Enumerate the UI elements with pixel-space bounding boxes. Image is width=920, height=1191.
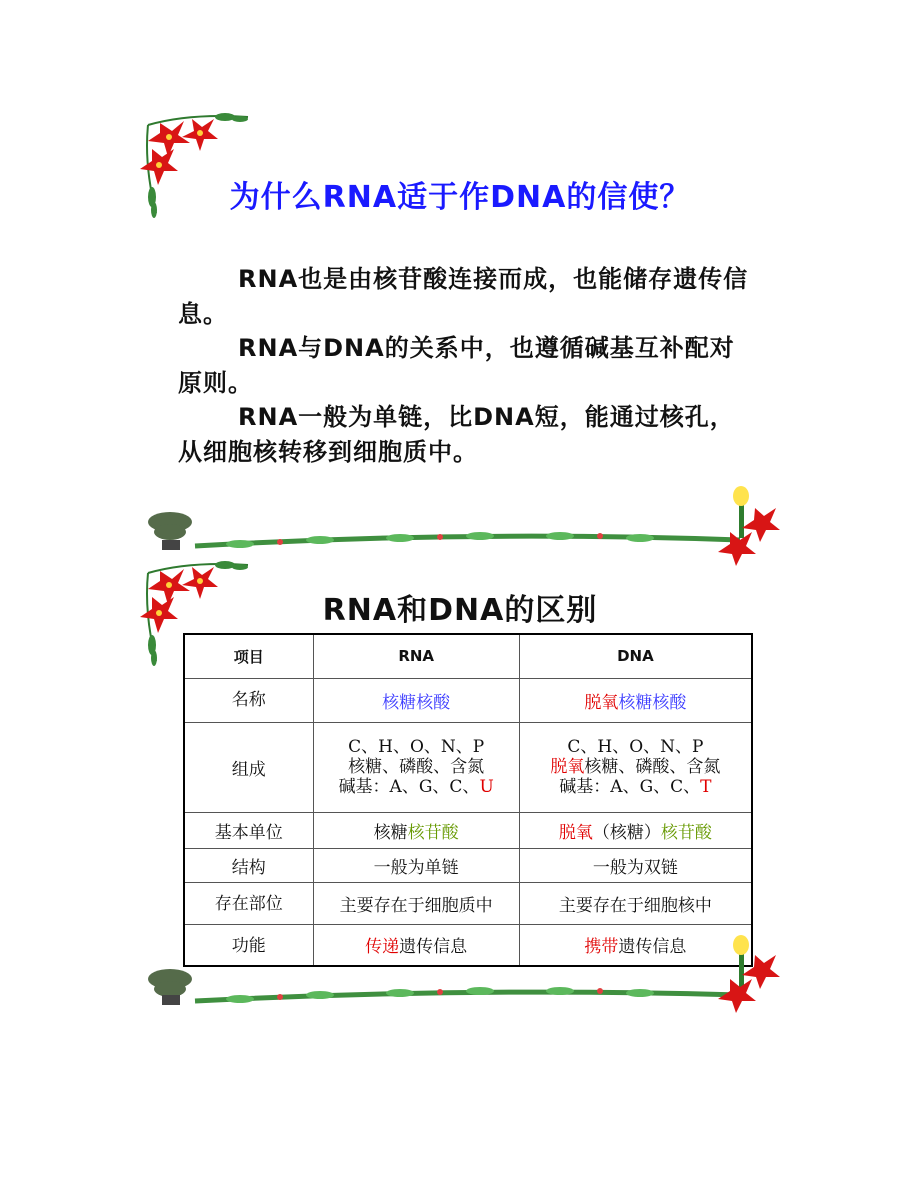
cell-rna-function: 传递遗传信息 xyxy=(313,924,519,966)
header-dna: DNA xyxy=(519,634,752,678)
cell-dna-structure: 一般为双链 xyxy=(519,848,752,882)
table-row-location xyxy=(184,882,752,924)
table-row-structure xyxy=(184,848,752,882)
row-label-function: 功能 xyxy=(184,924,313,966)
row-label-structure: 结构 xyxy=(184,848,313,882)
row-label-unit: 基本单位 xyxy=(184,812,313,848)
header-rna: RNA xyxy=(313,634,519,678)
cell-rna-composition: C、H、O、N、P 核糖、磷酸、含氮 碱基：A、G、C、U xyxy=(313,722,519,812)
header-item: 项目 xyxy=(184,634,313,678)
slide2-title: RNA和DNA的区别 xyxy=(322,593,598,628)
comparison-table xyxy=(183,633,753,967)
cell-rna-location: 主要存在于细胞质中 xyxy=(313,882,519,924)
cell-dna-unit: 脱氧（核糖）核苷酸 xyxy=(519,812,752,848)
cell-rna-unit: 核糖核苷酸 xyxy=(313,812,519,848)
row-label-composition: 组成 xyxy=(184,722,313,812)
table-row-name xyxy=(184,678,752,722)
row-label-location: 存在部位 xyxy=(184,882,313,924)
cell-rna-name: 核糖核酸 xyxy=(313,678,519,722)
cell-dna-name: 脱氧核糖核酸 xyxy=(519,678,752,722)
paragraph-2: RNA与DNA的关系中，也遵循碱基互补配对原则。 xyxy=(178,334,735,397)
cell-rna-structure: 一般为单链 xyxy=(313,848,519,882)
garland-bottom-icon xyxy=(140,925,800,1015)
cell-dna-function: 携带遗传信息 xyxy=(519,924,752,966)
cell-dna-composition: C、H、O、N、P 脱氧核糖、磷酸、含氮 碱基：A、G、C、T xyxy=(519,722,752,812)
row-label-name: 名称 xyxy=(184,678,313,722)
table-row-unit xyxy=(184,812,752,848)
table-row-composition xyxy=(184,722,752,812)
table-header-row xyxy=(184,634,752,678)
paragraph-1: RNA也是由核苷酸连接而成，也能储存遗传信息。 xyxy=(178,265,749,328)
cell-dna-location: 主要存在于细胞核中 xyxy=(519,882,752,924)
paragraph-3: RNA一般为单链，比DNA短，能通过核孔，从细胞核转移到细胞质中。 xyxy=(178,403,735,466)
slide1-title: 为什么RNA适于作DNA的信使？ xyxy=(229,180,691,215)
